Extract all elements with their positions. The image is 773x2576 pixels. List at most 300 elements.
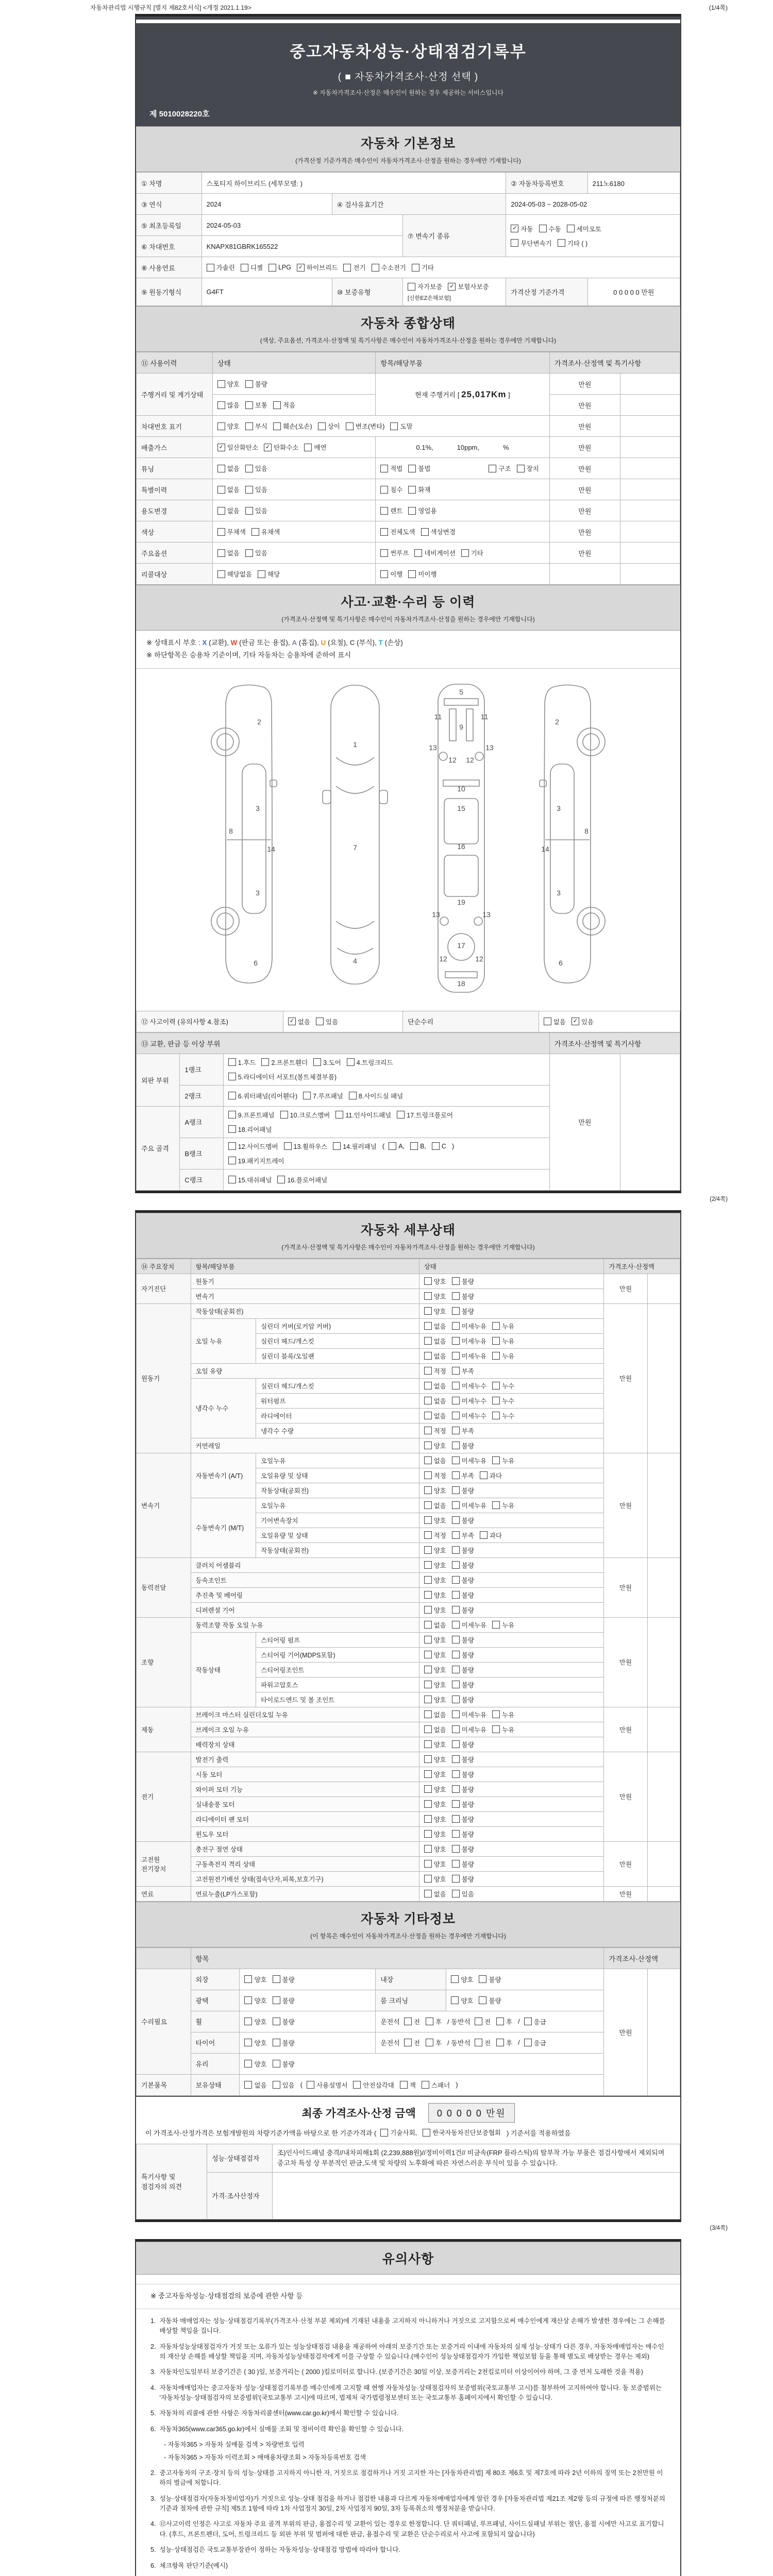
checkbox[interactable]: 없음 [424,1381,446,1391]
cell [419,1856,604,1871]
checkbox[interactable]: 불량 [452,1859,474,1869]
checkbox[interactable]: 10.크로스멤버 [280,1110,330,1120]
checkbox[interactable]: 누수 [492,1396,514,1405]
checkbox[interactable]: 변조(변타) [346,421,385,431]
checkbox[interactable]: 부식 [245,421,267,431]
cell [191,1617,419,1632]
label: 커먼레일 [195,1442,221,1450]
checkbox[interactable]: 8.사이드실 패널 [349,1091,403,1100]
checkbox[interactable]: 적법 [380,464,402,473]
checkbox[interactable]: 기타 [461,548,483,557]
checkbox[interactable]: 썬루프 [380,548,409,557]
notice-item: 1. 자동차 매매업자는 성능·상태점검기록부(가격조사·산정 부분 제외)에 기재된 내용을 고지하지 아니하거나 거짓으로 고지함으로써 매수인에게 재산상 손해가 발생한 경우에는 그 손해를 배상할 책임을 집니다. [150,2317,665,2335]
title-divider [136,20,680,23]
checkbox[interactable]: 양호 [424,1292,446,1301]
checkbox[interactable]: 불량 [452,1740,474,1749]
label: 만원 [578,422,592,431]
checkbox[interactable]: 13.휠하우스 [284,1142,328,1151]
checkbox[interactable]: 누유 [492,1501,514,1510]
checkbox[interactable]: 양호 [244,1996,266,2005]
checkbox[interactable]: 양호 [424,1561,446,1570]
checkbox[interactable]: 불량 [452,1829,474,1839]
cell [549,437,620,458]
checkbox[interactable]: 없음 [424,1396,446,1405]
checkbox[interactable]: 양호 [424,1650,446,1659]
checkbox[interactable]: 불량 [273,1975,295,1984]
label: 작동상태(공회전) [195,1308,244,1315]
checkbox[interactable]: 양호 [424,1844,446,1854]
checkbox[interactable]: 누유 [492,1620,514,1630]
checkbox[interactable]: 기술사회, [380,2128,417,2137]
checkbox[interactable]: 있음 [316,1017,338,1026]
checkbox[interactable]: 과다 [480,1531,502,1540]
checkbox[interactable]: 양호 [424,1874,446,1884]
cell [240,1990,376,2011]
checkbox[interactable]: 양호 [424,1815,446,1824]
checkbox[interactable]: 불량 [452,1561,474,1570]
cell [256,1378,419,1393]
checkbox[interactable]: 수소전기 [372,263,406,272]
column-header [191,1947,604,1969]
cell [191,1557,419,1572]
checkbox[interactable]: 없음 [424,1889,446,1899]
checkbox[interactable]: 불량 [452,1874,474,1884]
text: 25,017Km [461,389,507,399]
label: ⑬ 교환, 판금 등 이상 부위 [141,1040,221,1048]
regulation-text: 자동차관리법 시행규칙 [별지 제82호서식] <개정 2021.1.19> [90,4,251,11]
checkbox[interactable]: 양호 [424,1441,446,1450]
checkbox[interactable]: 있음 [273,2080,295,2090]
checkbox[interactable]: 있음 [245,506,267,515]
checkbox-checked[interactable]: ✓ 하이브리드 [297,263,338,272]
cell [647,1274,680,1303]
checkbox[interactable]: 불량 [452,1770,474,1779]
label: 만원 [619,1584,632,1592]
checkbox[interactable]: 누수 [492,1381,514,1391]
checkbox[interactable]: 7.루프패널 [303,1091,343,1100]
checkbox[interactable]: 적정 [424,1366,446,1376]
checkbox[interactable]: 없음 [424,1411,446,1420]
checkbox[interactable]: 렌트 [380,506,402,515]
label: 가격조사·산정액 [609,1263,654,1270]
checkbox[interactable]: 양호 [424,1829,446,1839]
final-price-note [145,2128,671,2138]
cell [419,1393,604,1408]
label: 만원 [619,1502,632,1510]
checkbox[interactable]: 누유 [492,1725,514,1734]
checkbox[interactable]: 미세누유 [452,1336,486,1346]
cell [137,1557,191,1617]
checkbox-checked[interactable]: ✓ 없음 [288,1017,310,1026]
final-price-amount: 0 0 0 0 0 만원 [428,2103,515,2123]
checkbox[interactable]: 양호 [424,1695,446,1704]
checkbox[interactable]: 수동 [539,224,561,233]
label: 주행거리 및 계기상태 [141,391,204,399]
checkbox[interactable]: 있음 [452,1889,474,1899]
checkbox[interactable]: 누수 [492,1411,514,1420]
cell [212,416,549,437]
checkbox[interactable]: 무채색 [217,527,246,536]
checkbox[interactable]: 불량 [479,1975,501,1984]
checkbox[interactable]: 불량 [273,1996,295,2005]
svg-text:3: 3 [557,888,561,897]
cell [256,1662,419,1677]
checkbox[interactable]: 부족 [452,1426,474,1435]
checkbox[interactable]: 불량 [452,1277,474,1286]
checkbox[interactable]: 12.사이드멤버 [228,1142,278,1151]
cell [137,236,202,257]
checkbox[interactable]: 양호 [217,421,240,431]
checkbox[interactable]: 19.패키지트레이 [228,1156,284,1165]
label: 자동변속기 (A/T) [195,1472,243,1480]
label: 변속기 [141,1502,160,1510]
checkbox[interactable]: 전기 [343,263,365,272]
checkbox[interactable]: 유채색 [251,527,280,536]
checkbox[interactable]: 후 [426,2038,442,2047]
checkbox-checked[interactable]: ✓ 보험사보증 [448,282,489,291]
checkbox[interactable]: 누유 [492,1456,514,1465]
label: 만원 [578,507,592,515]
checkbox[interactable]: 양호 [424,1665,446,1674]
label: 오일누유 [261,1502,286,1510]
checkbox[interactable]: 미세누수 [452,1396,486,1405]
cell [419,1498,604,1513]
checkbox[interactable]: B, [410,1142,426,1150]
checkbox[interactable]: 양호 [424,1277,446,1286]
checkbox[interactable]: 양호 [244,2038,266,2047]
checkbox[interactable]: 없음 [217,485,240,494]
checkbox[interactable]: 기타 ( ) [558,239,587,248]
checkbox[interactable]: 불량 [452,1590,474,1600]
checkbox[interactable]: 불량 [452,1605,474,1615]
cell [647,1752,680,1841]
checkbox[interactable]: 과다 [480,1471,502,1480]
checkbox[interactable]: 없음 [424,1620,446,1630]
checkbox[interactable]: 불량 [452,1292,474,1301]
notices-list [136,2275,680,2576]
checkbox[interactable]: 누유 [492,1336,514,1346]
cell [604,1617,647,1707]
svg-text:12: 12 [466,755,474,764]
checkbox[interactable]: 미세누유 [452,1710,486,1719]
cell [191,1632,256,1707]
checkbox[interactable]: 없음 [217,464,240,473]
checkbox[interactable]: 색상변경 [421,527,456,536]
checkbox[interactable]: 17.트렁크플로어 [397,1110,453,1120]
checkbox[interactable]: 5.라디에이터 서포트(볼트체결부품) [228,1072,337,1081]
checkbox[interactable]: 자가보증 [408,282,442,291]
checkbox[interactable]: 상이 [318,421,340,431]
checkbox[interactable]: 양호 [424,1575,446,1585]
checkbox[interactable]: 양호 [217,379,240,388]
checkbox[interactable]: 없음 [424,1710,446,1719]
section-accident-history [136,585,680,631]
checkbox[interactable]: 불량 [452,1307,474,1316]
checkbox[interactable]: 양호 [424,1605,446,1615]
svg-text:7: 7 [353,843,357,852]
checkbox[interactable]: 미이행 [408,569,436,579]
checkbox[interactable]: 불량 [452,1785,474,1794]
checkbox[interactable]: 도말 [390,421,412,431]
notice-item: 4. ⑫사고이력 인정은 사고로 자동차 주요 골격 부위의 판금, 용접수리 및 교환이 있는 경우로 한정합니다. 단 쿼터패널, 루프패널, 사이드실패널 부위는 절단, 용접 시에만 사고로 표기합니다. (후드, 프론트펜더, 도어, 트렁크리드 등 외판 부위 및 범퍼에 대한 판금, 용접수리 및 교환은 단순수리로서 사고에 포함되지 않습니다) [150,2520,664,2538]
svg-text:15: 15 [457,804,465,812]
checkbox[interactable]: 구조 [489,464,511,473]
label: 스티어링 기어(MDPS포함) [261,1651,335,1659]
checkbox[interactable]: 무단변속기 [511,239,551,248]
checkbox[interactable]: 후 [496,2017,512,2026]
checkbox[interactable]: 불량 [452,1486,474,1495]
checkbox[interactable]: 없음 [424,1351,446,1361]
checkbox[interactable]: 매연 [304,443,326,452]
checkbox[interactable]: 불량 [452,1441,474,1450]
cell [240,2011,376,2032]
checkbox[interactable]: 양호 [424,1740,446,1749]
checkbox[interactable]: 없음 [424,1501,446,1510]
checkbox[interactable]: 양호 [424,1486,446,1495]
checkbox[interactable]: 미세누유 [452,1501,486,1510]
cell [201,215,402,236]
checkbox-checked[interactable]: ✓ 있음 [572,1017,594,1026]
checkbox[interactable]: 불량 [452,1680,474,1689]
cell [332,194,506,215]
cell [604,1274,647,1303]
label: 구동축전지 격리 상태 [195,1860,256,1868]
section-basic-info [136,126,680,172]
checkbox[interactable]: 미세누수 [452,1411,486,1420]
checkbox[interactable]: 불량 [452,1516,474,1525]
svg-text:11: 11 [480,712,489,721]
checkbox[interactable]: 불량 [452,1650,474,1659]
checkbox[interactable]: 9.프론트패널 [228,1110,275,1120]
checkbox[interactable]: 전 [475,2038,491,2047]
checkbox[interactable]: 양호 [424,1546,446,1555]
checkbox[interactable]: 1.후드 [228,1058,256,1067]
cell [256,1498,419,1513]
cell [647,1841,680,1886]
cell [647,1886,680,1901]
checkbox[interactable]: 전체도색 [380,527,415,536]
checkbox[interactable]: 양호 [424,1785,446,1794]
label: 만원 [619,1285,632,1293]
page-marker-1: (1/4쪽) [709,4,728,11]
checkbox[interactable]: 6.쿼터패널(리어휀다) [228,1091,297,1100]
checkbox[interactable]: 부족 [452,1531,474,1540]
svg-text:12: 12 [439,954,447,963]
checkbox[interactable]: 미세누유 [452,1725,486,1734]
checkbox[interactable]: 양호 [244,1975,266,1984]
checkbox[interactable]: 안전삼각대 [353,2080,394,2090]
cell [419,1303,604,1318]
checkbox[interactable]: 11.인사이드패널 [335,1110,391,1120]
cell [549,458,620,479]
checkbox[interactable]: 적정 [424,1426,446,1435]
checkbox[interactable]: 불법 [408,464,430,473]
checkbox[interactable]: C [432,1142,446,1150]
checkbox[interactable]: 전 [404,2017,420,2026]
checkbox[interactable]: 없음 [424,1456,446,1465]
text: ) [451,1142,455,1150]
checkbox[interactable]: 불량 [452,1815,474,1824]
cell [212,500,376,521]
checkbox[interactable]: 양호 [244,2017,266,2026]
checkbox[interactable]: 4.트렁크리드 [347,1058,393,1067]
checkbox[interactable]: 18.리어패널 [228,1125,272,1134]
checkbox[interactable]: 많음 [217,400,240,410]
checkbox[interactable]: 장치 [517,464,539,473]
checkbox[interactable]: 침수 [380,485,402,494]
cell [212,374,376,395]
label: 워터펌프 [261,1397,286,1405]
label: B랭크 [184,1150,203,1158]
label: 룸 크리닝 [380,1997,409,2005]
checkbox[interactable]: 잭 [400,2080,416,2090]
checkbox[interactable]: 가솔린 [207,263,235,272]
cell [272,2144,680,2172]
checkbox[interactable]: 3.도어 [313,1058,341,1067]
checkbox[interactable]: 불량 [452,1575,474,1585]
cell [549,395,620,416]
cell [549,416,620,437]
label: 오일유량 및 상태 [261,1472,308,1480]
label: 0 0 0 0 0 만원 [613,289,654,296]
checkbox[interactable]: 양호 [424,1307,446,1316]
checkbox[interactable]: 디젤 [241,263,263,272]
checkbox[interactable]: 없음 [217,506,240,515]
checkbox[interactable]: 화재 [408,485,430,494]
checkbox[interactable]: 양호 [244,2059,266,2069]
checkbox[interactable]: 불량 [273,2038,295,2047]
checkbox[interactable]: 네비게이션 [414,548,455,557]
checkbox[interactable]: 없음 [217,548,240,557]
section-title: 유의사항 [382,2251,434,2266]
checkbox[interactable]: 누유 [492,1351,514,1361]
checkbox[interactable]: 불량 [452,1546,474,1555]
checkbox[interactable]: 후 [496,2038,512,2047]
cell [376,543,550,564]
checkbox[interactable]: 스패너 [422,2080,450,2090]
checkbox[interactable]: 불량 [479,1996,501,2005]
checkbox[interactable]: 적정 [424,1531,446,1540]
checkbox[interactable]: 불량 [245,379,267,388]
cell [256,1318,419,1333]
checkbox[interactable]: 불량 [452,1755,474,1764]
cell [212,437,376,458]
label: 클러치 어셈블리 [195,1562,241,1569]
checkbox[interactable]: 불량 [452,1844,474,1854]
checkbox[interactable]: 미세누유 [452,1351,486,1361]
checkbox-checked[interactable]: ✓ 탄화수소 [264,443,298,452]
cell [604,1453,647,1557]
checkbox[interactable]: 불량 [452,1635,474,1645]
checkbox-checked[interactable]: ✓ 자동 [511,224,533,233]
checkbox[interactable]: 양호 [424,1516,446,1525]
cell [647,1617,680,1707]
checkbox[interactable]: 적정 [424,1471,446,1480]
checkbox[interactable]: 한국자동차진단보증협회 [423,2128,501,2137]
checkbox[interactable]: 없음 [424,1336,446,1346]
checkbox[interactable]: 훼손(오손) [273,421,312,431]
checkbox[interactable]: 후 [426,2017,442,2026]
label: 가격산정 기준가격 [511,289,565,296]
checkbox[interactable]: 있음 [245,485,267,494]
checkbox[interactable]: 미세누유 [452,1456,486,1465]
checkbox[interactable]: 부족 [452,1471,474,1480]
checkbox[interactable]: 불량 [452,1800,474,1809]
checkbox[interactable]: 없음 [424,1321,446,1331]
checkbox[interactable]: 불량 [452,1695,474,1704]
checkbox[interactable]: 사용설명서 [307,2080,347,2090]
checkbox[interactable]: 16.플로어패널 [277,1175,327,1184]
checkbox[interactable]: 양호 [424,1770,446,1779]
cell [549,564,620,585]
checkbox[interactable]: 이행 [380,569,402,579]
checkbox[interactable]: LPG [268,264,291,272]
checkbox[interactable]: 응급 [524,2038,546,2047]
checkbox[interactable]: 있음 [245,548,267,557]
checkbox[interactable]: 14.필러패널 [333,1142,377,1151]
checkbox[interactable]: 누유 [492,1321,514,1331]
checkbox[interactable]: 없음 [424,1725,446,1734]
checkbox[interactable]: 양호 [424,1859,446,1869]
checkbox[interactable]: 양호 [424,1680,446,1689]
checkbox[interactable]: 양호 [451,1975,473,1984]
checkbox[interactable]: 응급 [524,2017,546,2026]
checkbox[interactable]: 없음 [244,2080,266,2090]
cell [191,1587,419,1602]
checkbox[interactable]: 미세누유 [452,1620,486,1630]
checkbox[interactable]: 세미오토 [567,224,601,233]
checkbox[interactable]: 해당없음 [217,569,252,579]
cell [191,1722,419,1737]
checkbox[interactable]: 부족 [452,1366,474,1376]
checkbox[interactable]: 영업용 [408,506,436,515]
section-notices [136,2242,680,2275]
checkbox[interactable]: 양호 [424,1755,446,1764]
checkbox[interactable]: 전 [404,2038,420,2047]
checkbox[interactable]: 해당 [258,569,280,579]
label: 2024 [206,200,222,208]
checkbox[interactable]: 불량 [273,2059,295,2069]
checkbox[interactable]: 미세누수 [452,1381,486,1391]
svg-text:18: 18 [457,979,465,988]
checkbox[interactable]: 미세누유 [452,1321,486,1331]
checkbox[interactable]: A, [389,1142,405,1150]
checkbox[interactable]: 양호 [424,1800,446,1809]
checkbox[interactable]: 2.프론트휀더 [261,1058,308,1067]
svg-text:8: 8 [584,826,589,835]
checkbox[interactable]: 보통 [245,400,267,410]
text: ※ 상태표시 부호 : [146,639,203,647]
checkbox[interactable]: 적음 [273,400,295,410]
label: 원동기 [195,1278,214,1285]
checkbox-checked[interactable]: ✓ 일산화탄소 [217,443,258,452]
checkbox[interactable]: 기타 [412,263,434,272]
label: 만원 [578,444,592,452]
checkbox[interactable]: 전 [475,2017,491,2026]
checkbox[interactable]: 양호 [424,1590,446,1600]
checkbox[interactable]: 누유 [492,1710,514,1719]
checkbox[interactable]: 불량 [452,1665,474,1674]
checkbox[interactable]: 있음 [245,464,267,473]
checkbox[interactable]: 양호 [451,1996,473,2005]
checkbox[interactable]: 15.대쉬패널 [228,1175,272,1184]
checkbox[interactable]: 불량 [273,2017,295,2026]
checkbox[interactable]: 양호 [424,1635,446,1645]
cell [191,1707,419,1722]
cell [191,1737,419,1752]
checkbox[interactable]: 없음 [544,1017,566,1026]
notice-item: 3. 자동차인도일부터 보증기간은 ( 30 )일, 보증거리는 ( 2000 )킬로미터로 합니다. (보증기간은 30일 이상, 보증거리는 2천킬로미터 이상이어야 하며, 그 중 먼저 도래한 것을 적용) [150,2368,644,2376]
